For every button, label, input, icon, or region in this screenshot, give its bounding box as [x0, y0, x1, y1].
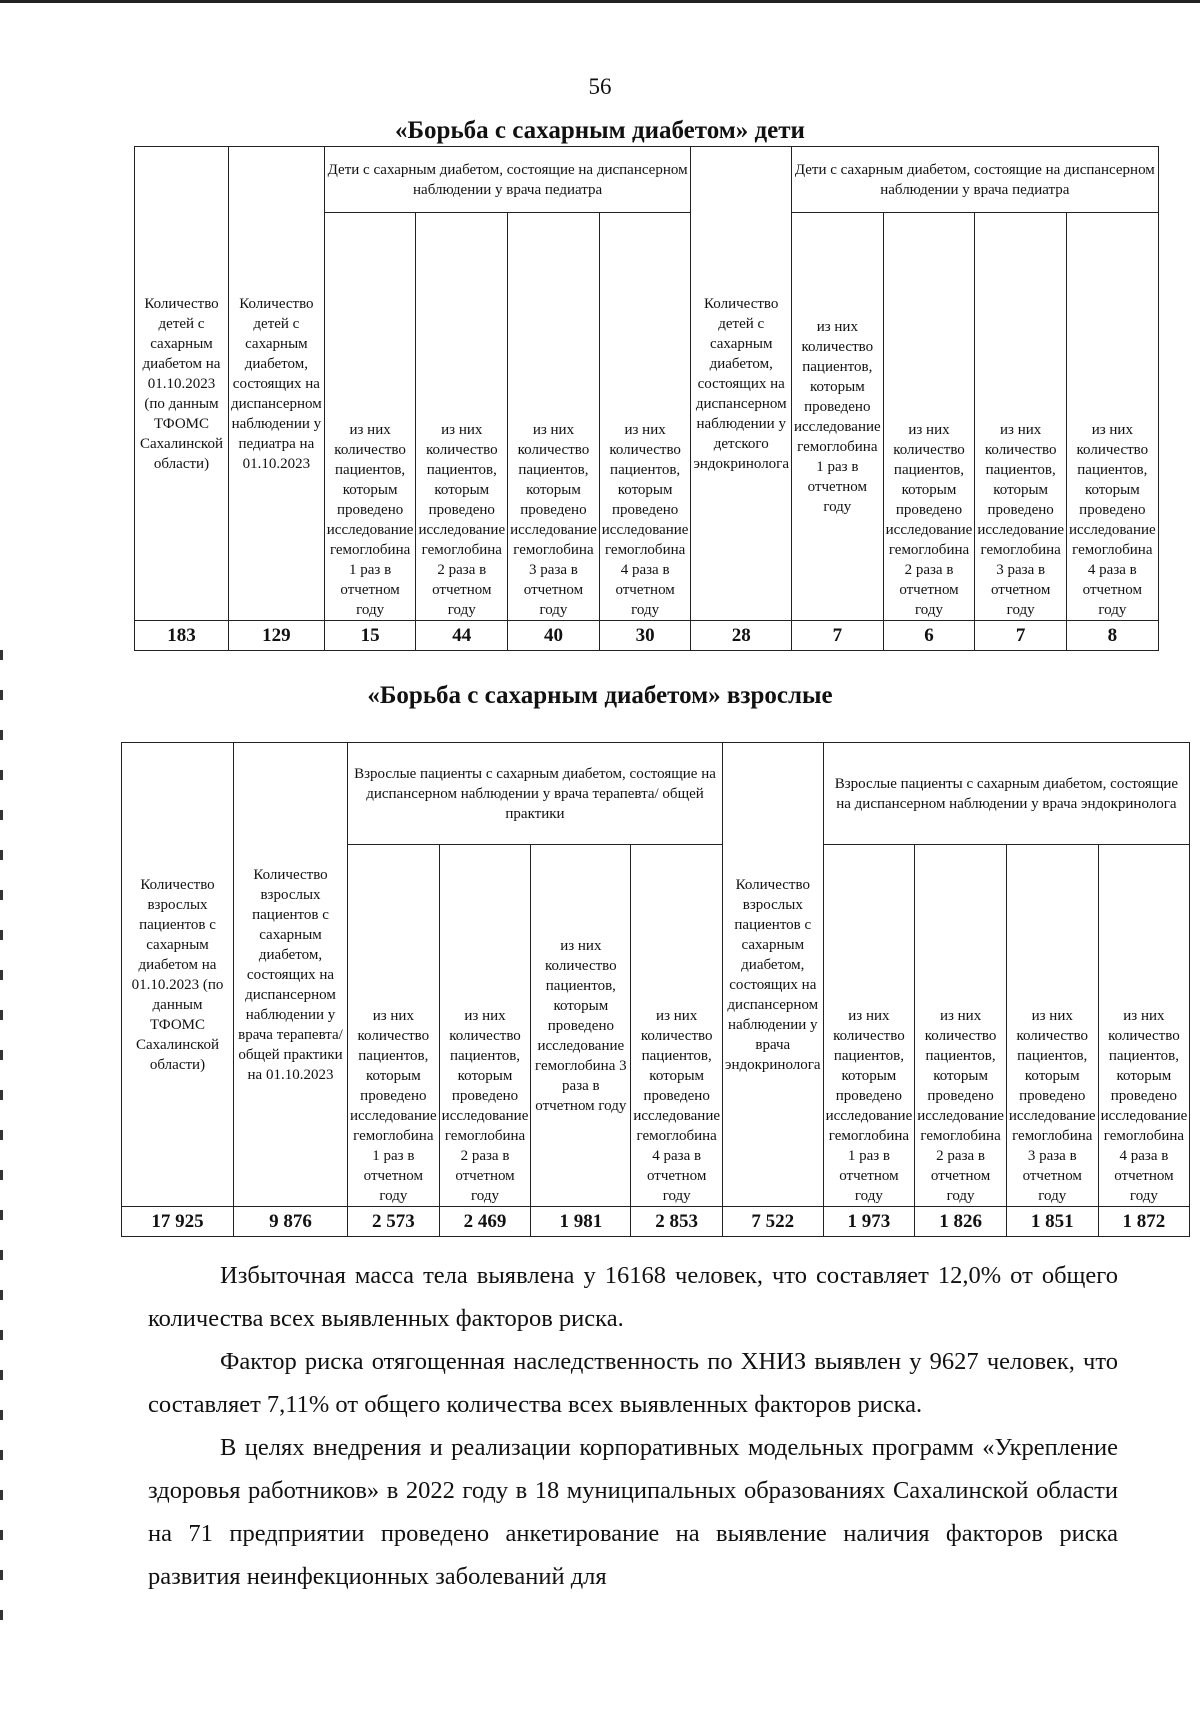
children-value-cell: 6 [883, 621, 975, 651]
children-value-cell: 129 [229, 621, 325, 651]
adults-col-header-endo-2: из них количество пациентов, которым проведено исследование гемоглобина 2 раза в отчетном году [915, 845, 1007, 1207]
children-value-cell: 40 [508, 621, 600, 651]
adults-diabetes-table [121, 742, 1190, 1237]
children-col-header-endo-2: из них количество пациентов, которым проведено исследование гемоглобина 2 раза в отчетном году [883, 213, 975, 621]
children-col-header-endo-4: из них количество пациентов, которым проведено исследование гемоглобина 4 раза в отчетном году [1067, 213, 1159, 621]
children-col-header-ped-1: из них количество пациентов, которым проведено исследование гемоглобина 1 раз в отчетном году [324, 213, 416, 621]
adults-col-header-ther-2: из них количество пациентов, которым проведено исследование гемоглобина 2 раза в отчетном году [439, 845, 531, 1207]
adults-col-header-endo-1: из них количество пациентов, которым проведено исследование гемоглобина 1 раз в отчетном году [823, 845, 915, 1207]
adults-col-header-endocrinologist-total: Количество взрослых пациентов с сахарным диабетом, состоящих на диспансерном наблюдении у врача эндокринолога [723, 743, 824, 1207]
adults-col-header-ther-1: из них количество пациентов, которым проведено исследование гемоглобина 1 раз в отчетном году [348, 845, 440, 1207]
adults-col-header-endo-4: из них количество пациентов, которым проведено исследование гемоглобина 4 раза в отчетном году [1098, 845, 1190, 1207]
adults-value-cell: 1 981 [531, 1207, 631, 1237]
adults-value-cell: 1 973 [823, 1207, 915, 1237]
body-text [148, 1254, 1118, 1598]
children-value-cell: 15 [324, 621, 416, 651]
children-value-cell: 30 [599, 621, 691, 651]
children-col-header-ped-2: из них количество пациентов, которым проведено исследование гемоглобина 2 раза в отчетном году [416, 213, 508, 621]
children-table-title: «Борьба с сахарным диабетом» дети [395, 117, 805, 144]
children-value-cell: 44 [416, 621, 508, 651]
adults-col-header-ther-3: из них количество пациентов, которым проведено исследование гемоглобина 3 раза в отчетном году [531, 845, 631, 1207]
adults-value-cell: 2 853 [631, 1207, 723, 1237]
adults-group-header-therapist: Взрослые пациенты с сахарным диабетом, состоящие на диспансерном наблюдении у врача терапевта/ общей практики [348, 743, 723, 845]
adults-value-cell: 1 872 [1098, 1207, 1190, 1237]
adults-value-cell: 1 851 [1006, 1207, 1098, 1237]
children-group-header-pediatrician: Дети с сахарным диабетом, состоящие на диспансерном наблюдении у врача педиатра [324, 147, 691, 213]
adults-value-cell: 7 522 [723, 1207, 824, 1237]
adults-col-header-endo-3: из них количество пациентов, которым проведено исследование гемоглобина 3 раза в отчетном году [1006, 845, 1098, 1207]
adults-col-header-total: Количество взрослых пациентов с сахарным диабетом на 01.10.2023 (по данным ТФОМС Сахалинской области) [122, 743, 234, 1207]
children-group-header-endocrinologist: Дети с сахарным диабетом, состоящие на диспансерном наблюдении у врача педиатра [791, 147, 1158, 213]
children-col-header-ped-3: из них количество пациентов, которым проведено исследование гемоглобина 3 раза в отчетном году [508, 213, 600, 621]
children-value-cell: 7 [975, 621, 1067, 651]
children-col-header-endo-1: из них количество пациентов, которым проведено исследование гемоглобина 1 раз в отчетном году [791, 213, 883, 621]
adults-value-cell: 17 925 [122, 1207, 234, 1237]
adults-col-header-ther-4: из них количество пациентов, которым проведено исследование гемоглобина 4 раза в отчетном году [631, 845, 723, 1207]
adults-value-cell: 9 876 [234, 1207, 348, 1237]
children-col-header-pediatrician-total: Количество детей с сахарным диабетом, состоящих на диспансерном наблюдении у педиатра на 01.10.2023 [229, 147, 325, 621]
children-col-header-endo-3: из них количество пациентов, которым проведено исследование гемоглобина 3 раза в отчетном году [975, 213, 1067, 621]
children-value-cell: 183 [135, 621, 229, 651]
adults-table-title: «Борьба с сахарным диабетом» взрослые [367, 682, 833, 709]
children-value-cell: 8 [1067, 621, 1159, 651]
adults-value-cell: 2 469 [439, 1207, 531, 1237]
paragraph-corporate-programs: В целях внедрения и реализации корпоративных модельных программ «Укрепление здоровья работников» в 2022 году в 18 муниципальных образованиях Сахалинской области на 71 предприятии проведено анкетирование на выявление наличия факторов риска развития неинфекционных заболеваний для [148, 1434, 1118, 1590]
paragraph-overweight: Избыточная масса тела выявлена у 16168 человек, что составляет 12,0% от общего количества всех выявленных факторов риска. [148, 1262, 1118, 1332]
children-col-header-total: Количество детей с сахарным диабетом на 01.10.2023 (по данным ТФОМС Сахалинской области) [135, 147, 229, 621]
children-value-cell: 7 [791, 621, 883, 651]
left-margin-marks [0, 650, 3, 1650]
adults-value-cell: 1 826 [915, 1207, 1007, 1237]
adults-value-cell: 2 573 [348, 1207, 440, 1237]
paragraph-heredity: Фактор риска отягощенная наследственность по ХНИЗ выявлен у 9627 человек, что составляет 7,11% от общего количества всех выявленных факторов риска. [148, 1348, 1118, 1418]
children-value-cell: 28 [691, 621, 792, 651]
children-diabetes-table [134, 146, 1159, 651]
children-col-header-endocrinologist-total: Количество детей с сахарным диабетом, состоящих на диспансерном наблюдении у детского эндокринолога [691, 147, 792, 621]
page-top-border [0, 0, 1200, 3]
adults-group-header-endocrinologist: Взрослые пациенты с сахарным диабетом, состоящие на диспансерном наблюдении у врача эндокринолога [823, 743, 1190, 845]
adults-col-header-therapist-total: Количество взрослых пациентов с сахарным диабетом, состоящих на диспансерном наблюдении у врача терапевта/ общей практики на 01.10.2023 [234, 743, 348, 1207]
children-col-header-ped-4: из них количество пациентов, которым проведено исследование гемоглобина 4 раза в отчетном году [599, 213, 691, 621]
page-number: 56 [588, 74, 612, 99]
